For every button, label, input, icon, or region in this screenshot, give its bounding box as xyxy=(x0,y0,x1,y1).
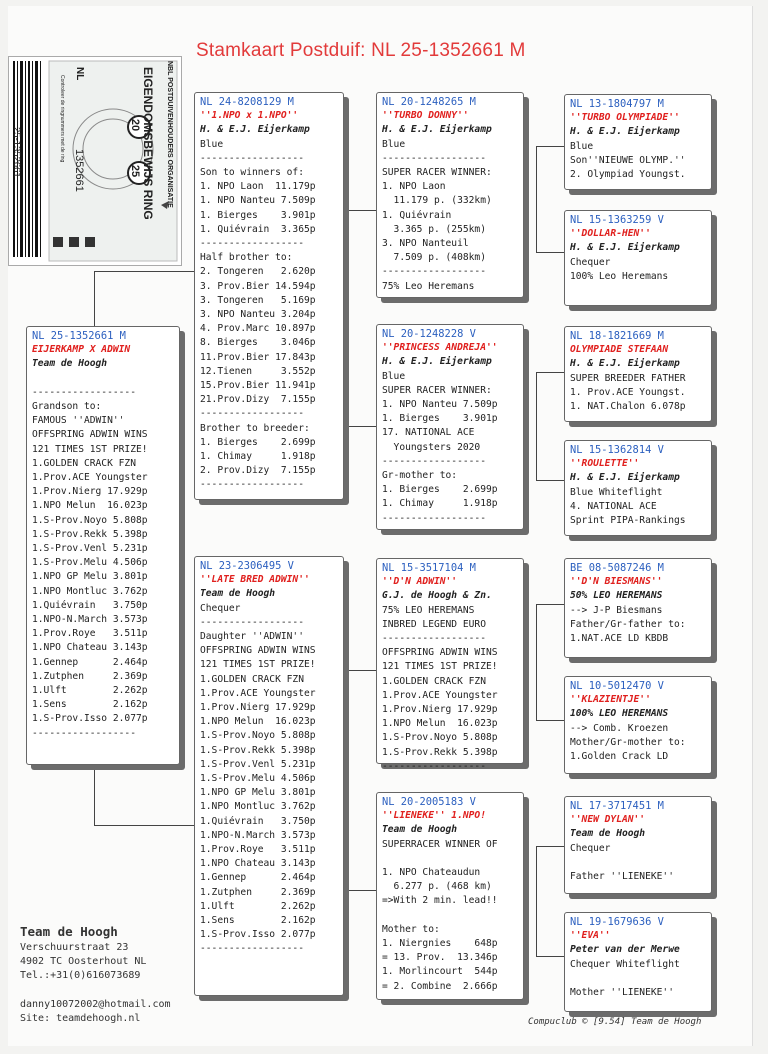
connector xyxy=(94,271,95,326)
info-line: INBRED LEGEND EURO xyxy=(382,618,486,630)
info-line: Father/Gr-father to: xyxy=(570,618,686,630)
connector xyxy=(536,372,564,373)
breeder: H. & E.J. Eijerkamp xyxy=(200,124,310,136)
info-line: 6.277 p. (468 km) xyxy=(382,881,492,893)
info-line: 1.GOLDEN CRACK FZN xyxy=(200,673,304,685)
ring-id: NL 18-1821669 M xyxy=(570,330,664,342)
ring-small-text: Controleer de ringnummers met de ring xyxy=(59,75,65,163)
info-line: 1. NPO Laon xyxy=(382,181,446,193)
page-title: Stamkaart Postduif: NL 25-1352661 M xyxy=(196,40,526,61)
info-line: 21.Prov.Dizy 7.155p xyxy=(200,394,316,406)
info-line: Blue xyxy=(200,138,224,150)
info-line: 7.509 p. (408km) xyxy=(382,252,486,264)
breeder: H. & E.J. Eijerkamp xyxy=(382,124,492,136)
ring-id: NL 20-2005183 V xyxy=(382,796,476,808)
footer-city: 4902 TC Oosterhout NL xyxy=(20,956,147,967)
info-line: 3.365 p. (255km) xyxy=(382,223,486,235)
info-line: Brother to breeder: xyxy=(200,422,310,434)
pigeon-name: ''LATE BRED ADWIN'' xyxy=(200,574,310,586)
info-line: ------------------ xyxy=(200,616,304,628)
footer-email[interactable]: danny10072002@hotmail.com xyxy=(20,999,171,1010)
connector xyxy=(348,890,376,891)
info-line: Sprint PIPA-Rankings xyxy=(570,515,686,527)
connector xyxy=(536,604,564,605)
pigeon-name: ''LIENEKE'' 1.NPO! xyxy=(382,810,486,822)
info-line: Chequer xyxy=(200,602,241,614)
info-line xyxy=(32,372,174,386)
info-line: Son''NIEUWE OLYMP.'' xyxy=(570,154,686,166)
info-line: 1.S-Prov.Isso 2.077p xyxy=(32,713,148,725)
footer-team-name: Team de Hoogh xyxy=(20,924,118,939)
info-line: 1.Prov.ACE Youngster xyxy=(32,472,148,484)
info-line: ------------------ xyxy=(32,386,136,398)
ring-id: NL 20-1248265 M xyxy=(382,96,476,108)
info-line: ------------------ xyxy=(200,479,304,491)
breeder: H. & E.J. Eijerkamp xyxy=(570,472,680,484)
info-line: 1. NAT.Chalon 6.078p xyxy=(570,401,686,413)
info-line: 1.NPO Chateau 3.143p xyxy=(32,642,148,654)
info-line: 1.S-Prov.Noyo 5.808p xyxy=(200,730,316,742)
info-line: 1.S-Prov.Venl 5.231p xyxy=(32,543,148,555)
footer-site[interactable]: Site: teamdehoogh.nl xyxy=(20,1013,141,1024)
breeder: H. & E.J. Eijerkamp xyxy=(570,126,680,138)
info-line: Chequer xyxy=(570,256,611,268)
info-line: 1.S-Prov.Rekk 5.398p xyxy=(382,746,498,758)
pigeon-card-mf-father[interactable] xyxy=(564,558,712,658)
info-line: Chequer xyxy=(570,842,611,854)
ring-org-text: NBL POSTDUIVENHOUDERS ORGANISATIE xyxy=(166,61,173,208)
connector xyxy=(536,846,537,956)
pigeon-card-fm-mother[interactable] xyxy=(564,440,712,536)
connector xyxy=(94,825,194,826)
pigeon-card-mm-mother[interactable] xyxy=(564,912,712,1012)
ring-id: NL 15-1362814 V xyxy=(570,444,664,456)
connector xyxy=(536,480,564,481)
info-line: 1.NPO Melun 16.023p xyxy=(200,716,316,728)
pigeon-name: ''KLAZIENTJE'' xyxy=(570,694,651,706)
info-line: ------------------ xyxy=(200,238,304,250)
pigeon-card-mf-mother[interactable] xyxy=(564,676,712,774)
breeder: Team de Hoogh xyxy=(382,824,458,836)
info-line: 1.NPO GP Melu 3.801p xyxy=(200,787,316,799)
info-line: 1. NPO Nanteu 7.509p xyxy=(382,399,498,411)
info-line: 11.Prov.Bier 17.843p xyxy=(200,351,316,363)
ring-side-number: 25-1352661 xyxy=(11,127,22,178)
pigeon-name: OLYMPIADE STEFAAN xyxy=(570,344,669,356)
pigeon-card-subject[interactable] xyxy=(26,326,180,765)
info-line: 1.NPO-N.March 3.573p xyxy=(32,614,148,626)
breeder: 100% LEO HEREMANS xyxy=(570,708,669,720)
info-line: 1. Morlincourt 544p xyxy=(382,966,498,978)
info-line xyxy=(570,856,706,870)
info-line: --> Comb. Kroezen xyxy=(570,722,669,734)
breeder: Team de Hoogh xyxy=(570,828,646,840)
pigeon-name: ''ROULETTE'' xyxy=(570,458,640,470)
info-line: 1. Chimay 1.918p xyxy=(382,498,498,510)
pigeon-name: ''D'N ADWIN'' xyxy=(382,576,458,588)
pigeon-name: EIJERKAMP X ADWIN xyxy=(32,344,131,356)
pigeon-card-mother-father[interactable] xyxy=(376,558,524,772)
connector xyxy=(536,956,564,957)
connector xyxy=(536,146,564,147)
info-line: 1.Quiévrain 3.750p xyxy=(32,599,148,611)
info-line: ------------------ xyxy=(200,408,304,420)
info-line: 1. NPO Nanteu 7.509p xyxy=(200,195,316,207)
info-line: 2. Prov.Dizy 7.155p xyxy=(200,465,316,477)
info-line: Blue Whiteflight xyxy=(570,486,663,498)
pigeon-card-ff-mother[interactable] xyxy=(564,210,712,306)
ring-ownership-text xyxy=(141,67,155,277)
ring-label-graphic xyxy=(9,57,181,265)
info-line: 4. NATIONAL ACE xyxy=(570,500,657,512)
pigeon-name: ''PRINCESS ANDREJA'' xyxy=(382,342,498,354)
info-line: 17. NATIONAL ACE xyxy=(382,427,475,439)
ring-ownership-label xyxy=(8,56,182,266)
pigeon-name: ''DOLLAR-HEN'' xyxy=(570,228,651,240)
info-line: 1. Bierges 3.901p xyxy=(200,209,316,221)
info-line: SUPER RACER WINNER: xyxy=(382,384,492,396)
info-line: 1. Quiévrain 3.365p xyxy=(200,223,316,235)
breeder: 50% LEO HEREMANS xyxy=(570,590,663,602)
pigeon-card-father-father[interactable] xyxy=(376,92,524,298)
info-line: 3. Tongeren 5.169p xyxy=(200,294,316,306)
pigeon-card-father-mother[interactable] xyxy=(376,324,524,530)
info-line: 1.Prov.Nierg 17.929p xyxy=(382,704,498,716)
info-line xyxy=(382,909,518,923)
ring-id: NL 17-3717451 M xyxy=(570,800,664,812)
ring-text-2: RING xyxy=(141,189,155,220)
connector xyxy=(536,146,537,252)
info-line: 1.S-Prov.Rekk 5.398p xyxy=(32,528,148,540)
footer-phone: Tel.:+31(0)616073689 xyxy=(20,970,141,981)
footer-street: Verschuurstraat 23 xyxy=(20,942,129,953)
connector xyxy=(348,210,376,211)
breeder: Team de Hoogh xyxy=(200,588,276,600)
pigeon-name: ''TURBO OLYMPIADE'' xyxy=(570,112,680,124)
info-line xyxy=(570,972,706,986)
info-line: 1.S-Prov.Noyo 5.808p xyxy=(32,514,148,526)
info-line: FAMOUS ''ADWIN'' xyxy=(32,415,125,427)
info-line: SUPER RACER WINNER: xyxy=(382,167,492,179)
info-line: 1.Prov.Roye 3.511p xyxy=(32,628,148,640)
info-line: 100% Leo Heremans xyxy=(570,270,669,282)
info-line: ------------------ xyxy=(382,152,486,164)
info-line: 1.Quiévrain 3.750p xyxy=(200,815,316,827)
info-line xyxy=(382,852,518,866)
info-line: 2. Tongeren 2.620p xyxy=(200,266,316,278)
pigeon-name: ''D'N BIESMANS'' xyxy=(570,576,663,588)
ring-id: NL 19-1679636 V xyxy=(570,916,664,928)
ring-id: NL 25-1352661 M xyxy=(32,330,126,342)
info-line: 1. Bierges 2.699p xyxy=(200,436,316,448)
info-line: 1.NAT.ACE LD KBDB xyxy=(570,633,669,645)
pigeon-name: ''1.NPO x 1.NPO'' xyxy=(200,110,299,122)
info-line: Son to winners of: xyxy=(200,167,304,179)
info-line: 1.Sens 2.162p xyxy=(200,915,316,927)
info-line: 8. Bierges 3.046p xyxy=(200,337,316,349)
info-line: Blue xyxy=(382,370,406,382)
ring-country: NL xyxy=(74,67,85,81)
info-line: ------------------ xyxy=(200,152,304,164)
info-line: 1.Prov.ACE Youngster xyxy=(382,689,498,701)
info-line: 15.Prov.Bier 11.941p xyxy=(200,380,316,392)
pigeon-name: ''EVA'' xyxy=(570,930,611,942)
ring-id: NL 15-1363259 V xyxy=(570,214,664,226)
ring-id: NL 20-1248228 V xyxy=(382,328,476,340)
info-line: 1.Gennep 2.464p xyxy=(32,656,148,668)
info-line: 1.NPO Montluc 3.762p xyxy=(200,801,316,813)
info-line: ------------------ xyxy=(382,266,486,278)
info-line: ------------------ xyxy=(382,512,486,524)
info-line: 1.NPO Melun 16.023p xyxy=(32,500,148,512)
connector xyxy=(536,604,537,720)
info-line: Blue xyxy=(382,138,406,150)
info-line: 121 TIMES 1ST PRIZE! xyxy=(200,659,316,671)
info-line: ------------------ xyxy=(382,633,486,645)
breeder: Peter van der Merwe xyxy=(570,944,680,956)
connector xyxy=(348,670,376,671)
pigeon-card-fm-father[interactable] xyxy=(564,326,712,422)
info-line: 1. Bierges 2.699p xyxy=(382,484,498,496)
info-line: 1. Bierges 3.901p xyxy=(382,413,498,425)
info-line: 2. Olympiad Youngst. xyxy=(570,169,686,181)
connector xyxy=(94,271,194,272)
info-line: 1.Ulft 2.262p xyxy=(200,900,316,912)
info-line: =>With 2 min. lead!! xyxy=(382,895,498,907)
info-line: 1.Prov.Nierg 17.929p xyxy=(200,702,316,714)
info-line: Daughter ''ADWIN'' xyxy=(200,631,304,643)
pigeon-name: ''TURBO DONNY'' xyxy=(382,110,469,122)
info-line: ------------------ xyxy=(382,760,486,772)
info-line: 1.GOLDEN CRACK FZN xyxy=(32,457,136,469)
info-line: 1. Niergnies 648p xyxy=(382,938,498,950)
ring-id: NL 13-1804797 M xyxy=(570,98,664,110)
info-line: 1.S-Prov.Noyo 5.808p xyxy=(382,732,498,744)
pigeon-card-mm-father[interactable] xyxy=(564,796,712,894)
info-line: SUPERRACER WINNER OF xyxy=(382,838,498,850)
info-line: ------------------ xyxy=(200,943,304,955)
info-line: 1.Zutphen 2.369p xyxy=(200,886,316,898)
info-line: 1.S-Prov.Isso 2.077p xyxy=(200,929,316,941)
pigeon-card-father[interactable] xyxy=(194,92,344,500)
info-line: 1.Golden Crack LD xyxy=(570,751,669,763)
info-line: 1.Prov.Nierg 17.929p xyxy=(32,486,148,498)
connector xyxy=(348,210,349,426)
info-line: 1.Gennep 2.464p xyxy=(200,872,316,884)
info-line: Gr-mother to: xyxy=(382,470,458,482)
breeder: H. & E.J. Eijerkamp xyxy=(570,358,680,370)
breeder: H. & E.J. Eijerkamp xyxy=(382,356,492,368)
info-line: 1.S-Prov.Melu 4.506p xyxy=(200,773,316,785)
info-line: 1.S-Prov.Melu 4.506p xyxy=(32,557,148,569)
info-line: Youngsters 2020 xyxy=(382,441,481,453)
pigeon-card-mother-mother[interactable] xyxy=(376,792,524,1000)
ring-text-1: EIGENDOMSBEWIJS xyxy=(141,67,155,187)
info-line: 1.NPO Montluc 3.762p xyxy=(32,585,148,597)
info-line: 11.179 p. (332km) xyxy=(382,195,492,207)
info-line: 1.Prov.Roye 3.511p xyxy=(200,844,316,856)
info-line: 1.NPO Melun 16.023p xyxy=(382,718,498,730)
connector xyxy=(536,252,564,253)
info-line: Mother/Gr-mother to: xyxy=(570,736,686,748)
info-line: = 2. Combine 2.666p xyxy=(382,980,498,992)
info-line: 1. Prov.ACE Youngst. xyxy=(570,386,686,398)
connector xyxy=(536,846,564,847)
info-line: 1.Ulft 2.262p xyxy=(32,685,148,697)
info-line: 75% LEO HEREMANS xyxy=(382,604,475,616)
info-line: Mother ''LIENEKE'' xyxy=(570,987,674,999)
info-line: 3. NPO Nanteuil xyxy=(382,238,469,250)
breeder: H. & E.J. Eijerkamp xyxy=(570,242,680,254)
info-line: = 13. Prov. 13.346p xyxy=(382,952,498,964)
info-line: ------------------ xyxy=(32,727,136,739)
info-line: 1.S-Prov.Rekk 5.398p xyxy=(200,744,316,756)
info-line: 1.S-Prov.Venl 5.231p xyxy=(200,758,316,770)
info-line: SUPER BREEDER FATHER xyxy=(570,372,686,384)
connector xyxy=(348,426,376,427)
info-line: 1. NPO Laon 11.179p xyxy=(200,181,316,193)
connector xyxy=(348,670,349,890)
info-line: Father ''LIENEKE'' xyxy=(570,871,674,883)
ring-year-top: 20 xyxy=(129,118,142,132)
ring-id: NL 10-5012470 V xyxy=(570,680,664,692)
info-line: 1.Sens 2.162p xyxy=(32,699,148,711)
pigeon-card-mother[interactable] xyxy=(194,556,344,996)
info-line: 12.Tienen 3.552p xyxy=(200,365,316,377)
breeder: G.J. de Hoogh & Zn. xyxy=(382,590,492,602)
ring-id: BE 08-5087246 M xyxy=(570,562,664,574)
info-line: OFFSPRING ADWIN WINS xyxy=(382,647,498,659)
info-line: 1.GOLDEN CRACK FZN xyxy=(382,675,486,687)
info-line: 3. Prov.Bier 14.594p xyxy=(200,280,316,292)
compuclub-credit: Compuclub © [9.54] Team de Hoogh xyxy=(528,1017,702,1027)
info-line: --> J-P Biesmans xyxy=(570,604,663,616)
connector xyxy=(94,765,95,825)
ring-id: NL 24-8208129 M xyxy=(200,96,294,108)
info-line: Half brother to: xyxy=(200,252,293,264)
info-line: 1.NPO-N.March 3.573p xyxy=(200,829,316,841)
info-line: 75% Leo Heremans xyxy=(382,280,475,292)
info-line: 1.Zutphen 2.369p xyxy=(32,670,148,682)
info-line: 1. Chimay 1.918p xyxy=(200,451,316,463)
info-line: Grandson to: xyxy=(32,401,102,413)
ring-id: NL 23-2306495 V xyxy=(200,560,294,572)
connector xyxy=(536,720,564,721)
info-line: 121 TIMES 1ST PRIZE! xyxy=(382,661,498,673)
ring-number: 1352661 xyxy=(73,149,85,192)
info-line: 1.NPO GP Melu 3.801p xyxy=(32,571,148,583)
info-line: 1.NPO Chateau 3.143p xyxy=(200,858,316,870)
info-line: OFFSPRING ADWIN WINS xyxy=(32,429,148,441)
pigeon-name: ''NEW DYLAN'' xyxy=(570,814,646,826)
ring-id: NL 15-3517104 M xyxy=(382,562,476,574)
ring-year-bottom: 25 xyxy=(129,164,142,178)
info-line: 4. Prov.Marc 10.897p xyxy=(200,323,316,335)
info-line: 3. NPO Nanteu 3.204p xyxy=(200,309,316,321)
pigeon-card-ff-father[interactable] xyxy=(564,94,712,190)
info-line: Chequer Whiteflight xyxy=(570,958,680,970)
info-line: Blue xyxy=(570,140,594,152)
info-line: 1. NPO Chateaudun xyxy=(382,867,481,879)
info-line: Mother to: xyxy=(382,923,440,935)
breeder: Team de Hoogh xyxy=(32,358,108,370)
info-line: 121 TIMES 1ST PRIZE! xyxy=(32,443,148,455)
connector xyxy=(536,372,537,480)
info-line: 1.Prov.ACE Youngster xyxy=(200,687,316,699)
info-line: ------------------ xyxy=(382,455,486,467)
info-line: OFFSPRING ADWIN WINS xyxy=(200,645,316,657)
info-line: 1. Quiévrain xyxy=(382,209,452,221)
